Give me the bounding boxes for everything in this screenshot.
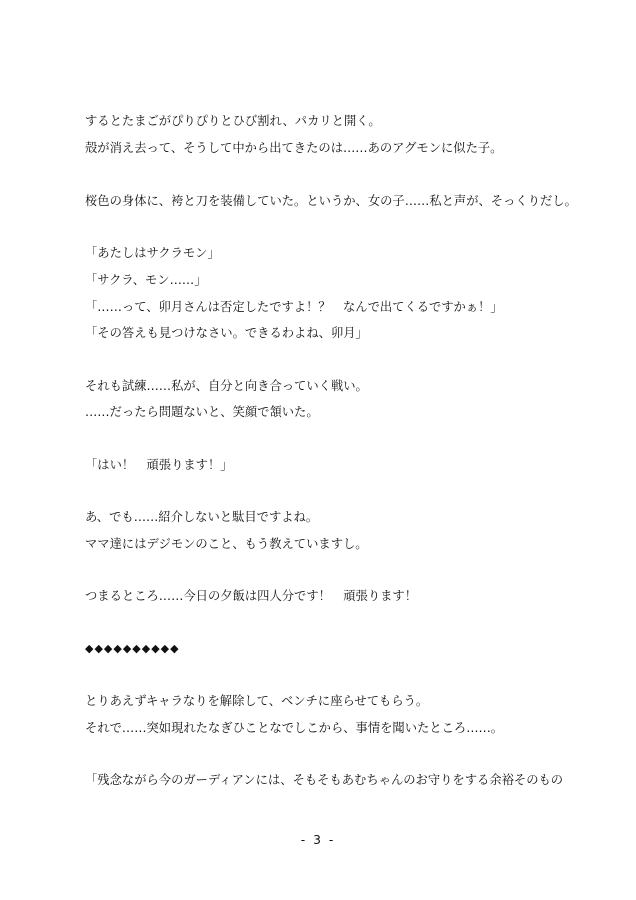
text-line-16: 「残念ながら今のガーディアンには、そもそもあむちゃんのお守りをする余裕そのもの [85, 773, 564, 787]
page-number: - 3 - [300, 833, 336, 847]
text-line-5: 「サクラ、モン……」 [85, 273, 207, 287]
text-line-7: 「その答えも見つけなさい。できるわよね、卯月」 [85, 326, 368, 340]
text-line-13: つまるところ……今日の夕飯は四人分です！ 頑張ります！ [85, 589, 418, 603]
text-line-2: 殻が消え去って、そうして中から出てきたのは……あのアグモンに似た子。 [85, 141, 503, 155]
section-divider: ◆◆◆◆◆◆◆◆◆◆ [85, 642, 180, 655]
text-line-10: 「はい！ 頑張ります！」 [85, 458, 233, 472]
text-line-15: それで……突如現れたなぎひことなでしこから、事情を聞いたところ……。 [85, 721, 504, 735]
text-line-1: するとたまごがぴりぴりとひび割れ、パカリと開く。 [85, 114, 381, 128]
text-line-12: ママ達にはデジモンのこと、もう教えていますし。 [85, 537, 368, 551]
text-line-6: 「……って、卯月さんは否定したですよ！？ なんで出てくるですかぁ！」 [85, 300, 503, 314]
text-line-11: あ、でも……紹介しないと駄目ですよね。 [85, 510, 319, 524]
text-line-8: それも試練……私が、自分と向き合っていく戦い。 [85, 379, 368, 393]
text-line-9: ……だったら問題ないと、笑顔で頷いた。 [85, 405, 319, 419]
text-line-3: 桜色の身体に、袴と刀を装備していた。というか、女の子……私と声が、そっくりだし。 [85, 194, 577, 208]
text-line-14: とりあえずキャラなりを解除して、ベンチに座らせてもらう。 [85, 694, 429, 708]
text-line-4: 「あたしはサクラモン」 [85, 246, 220, 260]
